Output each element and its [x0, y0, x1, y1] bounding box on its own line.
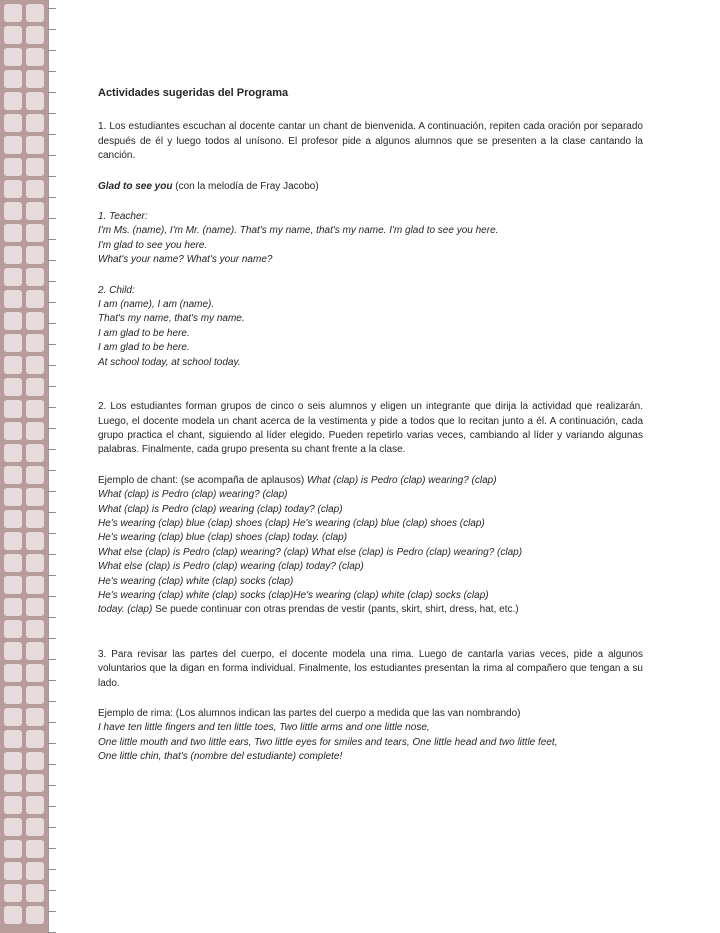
film-strip-hole	[4, 620, 22, 638]
film-strip-hole	[26, 312, 44, 330]
film-strip-hole	[26, 202, 44, 220]
chant-line: What (clap) is Pedro (clap) wearing? (clap)	[307, 474, 497, 486]
film-strip-hole	[4, 4, 22, 22]
document-page	[98, 80, 643, 765]
film-strip-hole	[26, 488, 44, 506]
teacher-heading: 1. Teacher:	[98, 211, 148, 223]
film-strip-border	[0, 0, 48, 933]
film-strip-hole	[26, 268, 44, 286]
margin-tick	[48, 134, 56, 135]
song-title: Glad to see you	[98, 180, 173, 192]
margin-tick	[48, 722, 56, 723]
film-strip-hole	[26, 422, 44, 440]
child-line: At school today, at school today.	[98, 356, 241, 368]
film-strip-hole	[4, 598, 22, 616]
page-title: Actividades sugeridas del Programa	[98, 87, 289, 99]
film-strip-hole	[26, 444, 44, 462]
film-strip-hole	[4, 202, 22, 220]
film-strip-hole	[4, 158, 22, 176]
margin-tick	[48, 617, 56, 618]
film-strip-hole	[26, 466, 44, 484]
child-line: I am glad to be here.	[98, 342, 190, 354]
margin-ticks	[48, 0, 58, 933]
film-strip-hole	[4, 290, 22, 308]
film-strip-hole	[4, 818, 22, 836]
film-strip-hole	[4, 642, 22, 660]
section-1-intro: 1. Los estudiantes escuchan al docente cantar un chant de bienvenida. A continuación, repiten cada oración por separado después de él y luego todos al unísono. El profesor pide a algunos alumnos que se presenten a la clase cantando la canción.	[98, 121, 643, 162]
chant-line: What (clap) is Pedro (clap) wearing? (clap)	[98, 489, 288, 501]
film-strip-hole	[4, 136, 22, 154]
film-strip-holes	[4, 4, 44, 924]
film-strip-hole	[26, 378, 44, 396]
chant-line: today. (clap)	[98, 604, 153, 616]
child-line: I am (name), I am (name).	[98, 299, 215, 311]
film-strip-hole	[4, 26, 22, 44]
film-strip-hole	[26, 664, 44, 682]
film-strip-hole	[4, 796, 22, 814]
margin-tick	[48, 344, 56, 345]
rhyme-example-label: Ejemplo de rima: (Los alumnos indican las partes del cuerpo a medida que las van nombrando)	[98, 708, 521, 719]
film-strip-hole	[4, 774, 22, 792]
film-strip-hole	[4, 576, 22, 594]
film-strip-hole	[26, 510, 44, 528]
film-strip-hole	[26, 246, 44, 264]
margin-tick	[48, 92, 56, 93]
film-strip-hole	[4, 268, 22, 286]
margin-tick	[48, 764, 56, 765]
film-strip-hole	[4, 312, 22, 330]
margin-tick	[48, 533, 56, 534]
margin-tick	[48, 239, 56, 240]
film-strip-hole	[26, 730, 44, 748]
margin-tick	[48, 638, 56, 639]
margin-tick	[48, 491, 56, 492]
film-strip-hole	[26, 818, 44, 836]
margin-tick	[48, 785, 56, 786]
margin-tick	[48, 743, 56, 744]
teacher-line: I'm glad to see you here.	[98, 239, 208, 251]
film-strip-hole	[26, 884, 44, 902]
margin-tick	[48, 302, 56, 303]
film-strip-hole	[4, 862, 22, 880]
film-strip-hole	[4, 488, 22, 506]
chant-line: What (clap) is Pedro (clap) wearing (clap) today? (clap)	[98, 503, 343, 515]
margin-tick	[48, 659, 56, 660]
margin-tick	[48, 50, 56, 51]
film-strip-hole	[4, 400, 22, 418]
film-strip-hole	[4, 664, 22, 682]
chant-trailing	[98, 603, 643, 617]
film-strip-hole	[26, 158, 44, 176]
film-strip-hole	[26, 400, 44, 418]
film-strip-hole	[26, 92, 44, 110]
film-strip-hole	[26, 620, 44, 638]
song-heading	[98, 180, 643, 194]
margin-tick	[48, 428, 56, 429]
margin-tick	[48, 113, 56, 114]
film-strip-hole	[4, 334, 22, 352]
margin-tick	[48, 512, 56, 513]
film-strip-hole	[26, 554, 44, 572]
rhyme-line: One little chin, that's (nombre del estudiante) complete!	[98, 751, 343, 763]
margin-tick	[48, 701, 56, 702]
chant-line: What else (clap) is Pedro (clap) wearing? (clap) What else (clap) is Pedro (clap) wearing? (clap)	[98, 546, 523, 558]
margin-tick	[48, 218, 56, 219]
song-note: (con la melodía de Fray Jacobo)	[175, 180, 319, 192]
chant-line: He's wearing (clap) white (clap) socks (clap)	[98, 575, 294, 587]
film-strip-hole	[26, 180, 44, 198]
chant-example-label: Ejemplo de chant: (se acompaña de aplausos)	[98, 474, 305, 486]
film-strip-hole	[4, 378, 22, 396]
margin-tick	[48, 890, 56, 891]
chant-trailing-note: Se puede continuar con otras prendas de vestir (pants, skirt, shirt, dress, hat, etc.)	[155, 604, 519, 616]
film-strip-hole	[26, 334, 44, 352]
film-strip-hole	[4, 554, 22, 572]
margin-tick	[48, 596, 56, 597]
section-2-intro: 2. Los estudiantes forman grupos de cinco o seis alumnos y eligen un integrante que dirija la actividad que realizarán. Luego, el docente modela un chant acerca de la vestimenta y pide a todos que lo recitan junto a él. A continuación, cada grupo practica el chant, siguiendo al líder elegido. Pueden repetirlo varias veces, cambiando al líder y variando algunas palabras. Finalmente, cada grupo presenta su chant frente a la clase.	[98, 401, 643, 456]
margin-tick	[48, 386, 56, 387]
film-strip-hole	[4, 730, 22, 748]
margin-tick	[48, 176, 56, 177]
margin-tick	[48, 71, 56, 72]
margin-tick	[48, 869, 56, 870]
film-strip-hole	[4, 708, 22, 726]
margin-tick	[48, 281, 56, 282]
section-3-intro: 3. Para revisar las partes del cuerpo, el docente modela una rima. Luego de cantarla varias veces, pide a algunos voluntarios que la digan en forma individual. Finalmente, los estudiantes presentan la rima al compañero que tengan a su lado.	[98, 648, 643, 689]
film-strip-hole	[26, 4, 44, 22]
film-strip-hole	[26, 840, 44, 858]
teacher-line: What's your name? What's your name?	[98, 254, 273, 266]
film-strip-hole	[26, 532, 44, 550]
film-strip-hole	[26, 598, 44, 616]
film-strip-hole	[26, 796, 44, 814]
film-strip-hole	[4, 532, 22, 550]
rhyme-line: One little mouth and two little ears, Two little eyes for smiles and tears, One little head and two little feet,	[98, 736, 558, 748]
margin-tick	[48, 449, 56, 450]
chant-example	[98, 474, 643, 618]
film-strip-hole	[4, 906, 22, 924]
film-strip-hole	[26, 642, 44, 660]
film-strip-hole	[26, 290, 44, 308]
chant-line: He's wearing (clap) white (clap) socks (clap)He's wearing (clap) white (clap) socks (clap)	[98, 589, 489, 601]
film-strip-hole	[4, 686, 22, 704]
film-strip-hole	[4, 840, 22, 858]
margin-tick	[48, 155, 56, 156]
chant-line: He's wearing (clap) blue (clap) shoes (clap) today. (clap)	[98, 532, 348, 544]
film-strip-hole	[4, 48, 22, 66]
margin-tick	[48, 680, 56, 681]
film-strip-hole	[4, 180, 22, 198]
film-strip-hole	[26, 906, 44, 924]
film-strip-hole	[4, 444, 22, 462]
film-strip-hole	[4, 510, 22, 528]
margin-tick	[48, 806, 56, 807]
margin-tick	[48, 323, 56, 324]
film-strip-hole	[26, 752, 44, 770]
margin-tick	[48, 365, 56, 366]
margin-tick	[48, 260, 56, 261]
film-strip-hole	[26, 136, 44, 154]
film-strip-hole	[26, 114, 44, 132]
child-lines	[98, 298, 643, 370]
chant-line: He's wearing (clap) blue (clap) shoes (clap) He's wearing (clap) blue (clap) shoes (clap)	[98, 517, 485, 529]
film-strip-hole	[4, 92, 22, 110]
film-strip-hole	[4, 466, 22, 484]
film-strip-hole	[4, 422, 22, 440]
film-strip-hole	[26, 26, 44, 44]
film-strip-hole	[26, 774, 44, 792]
film-strip-hole	[26, 70, 44, 88]
margin-tick	[48, 848, 56, 849]
film-strip-hole	[4, 224, 22, 242]
teacher-line: I'm Ms. (name), I'm Mr. (name). That's my name, that's my name. I'm glad to see you here.	[98, 225, 499, 237]
rhyme-line: I have ten little fingers and ten little toes, Two little arms and one little nose,	[98, 722, 430, 734]
margin-tick	[48, 575, 56, 576]
film-strip-hole	[26, 686, 44, 704]
film-strip-hole	[4, 752, 22, 770]
film-strip-hole	[26, 862, 44, 880]
chant-line: What else (clap) is Pedro (clap) wearing (clap) today? (clap)	[98, 561, 364, 573]
margin-tick	[48, 29, 56, 30]
margin-tick	[48, 470, 56, 471]
film-strip-hole	[4, 70, 22, 88]
film-strip-hole	[4, 884, 22, 902]
margin-tick	[48, 911, 56, 912]
margin-tick	[48, 554, 56, 555]
rhyme-lines	[98, 721, 643, 764]
child-line: That's my name, that's my name.	[98, 313, 245, 325]
film-strip-hole	[4, 356, 22, 374]
child-line: I am glad to be here.	[98, 327, 190, 339]
film-strip-hole	[4, 246, 22, 264]
film-strip-hole	[26, 708, 44, 726]
margin-tick	[48, 407, 56, 408]
film-strip-hole	[26, 48, 44, 66]
film-strip-hole	[4, 114, 22, 132]
film-strip-hole	[26, 356, 44, 374]
margin-tick	[48, 197, 56, 198]
margin-tick	[48, 827, 56, 828]
film-strip-hole	[26, 576, 44, 594]
child-heading: 2. Child:	[98, 284, 135, 296]
film-strip-hole	[26, 224, 44, 242]
teacher-lines	[98, 224, 643, 267]
margin-tick	[48, 8, 56, 9]
